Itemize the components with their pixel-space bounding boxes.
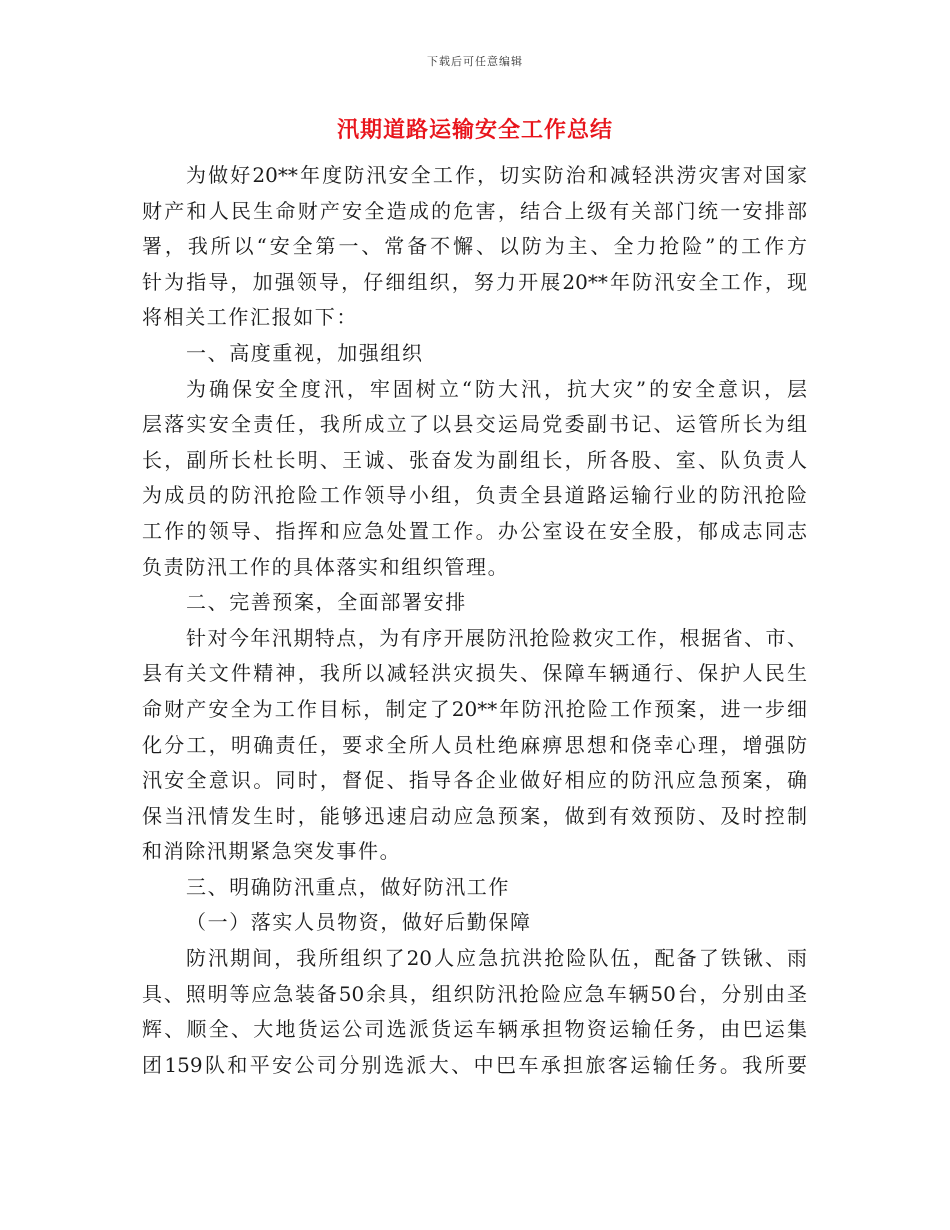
- body-line: 为确保安全度汛，牢固树立“防大汛，抗大灾”的安全意识，层: [186, 376, 807, 401]
- body-line: 署，我所以“安全第一、常备不懈、以防为主、全力抢险”的工作方: [142, 234, 807, 259]
- body-line: 保当汛情发生时，能够迅速启动应急预案，做到有效预防、及时控制: [142, 803, 807, 828]
- body-line: 团159队和平安公司分别选派大、中巴车承担旅客运输任务。我所要: [142, 1052, 807, 1077]
- document-body: [142, 158, 807, 1083]
- document-title: 汛期道路运输安全工作总结: [336, 117, 613, 143]
- body-line: 具、照明等应急装备50余具，组织防汛抢险应急车辆50台，分别由圣: [142, 981, 807, 1006]
- body-line: 防汛期间，我所组织了20人应急抗洪抢险队伍，配备了铁锹、雨: [186, 946, 807, 971]
- body-line: 将相关工作汇报如下：: [142, 305, 358, 330]
- body-line: 化分工，明确责任，要求全所人员杜绝麻痹思想和侥幸心理，增强防: [142, 732, 807, 757]
- body-line: 一、高度重视，加强组织: [186, 340, 424, 365]
- body-line: 针为指导，加强领导，仔细组织，努力开展20**年防汛安全工作，现: [142, 269, 807, 294]
- body-line: 为成员的防汛抢险工作领导小组，负责全县道路运输行业的防汛抢险: [142, 483, 807, 508]
- body-line: 辉、顺全、大地货运公司选派货运车辆承担物资运输任务，由巴运集: [142, 1017, 807, 1042]
- body-line: 和消除汛期紧急突发事件。: [142, 839, 402, 864]
- body-line: 二、完善预案，全面部署安排: [186, 590, 467, 615]
- page-header-note: 下载后可任意编辑: [427, 55, 523, 68]
- body-line: （一）落实人员物资，做好后勤保障: [186, 910, 532, 935]
- body-line: 三、明确防汛重点，做好防汛工作: [186, 874, 510, 899]
- body-line: 命财产安全为工作目标，制定了20**年防汛抢险工作预案，进一步细: [142, 696, 807, 721]
- body-line: 负责防汛工作的具体落实和组织管理。: [142, 554, 510, 579]
- body-line: 财产和人民生命财产安全造成的危害，结合上级有关部门统一安排部: [142, 198, 807, 223]
- body-line: 针对今年汛期特点，为有序开展防汛抢险救灾工作，根据省、市、: [186, 625, 807, 650]
- body-line: 县有关文件精神，我所以减轻洪灾损失、保障车辆通行、保护人民生: [142, 661, 807, 686]
- body-line: 工作的领导、指挥和应急处置工作。办公室设在安全股，郁成志同志: [142, 518, 807, 543]
- body-line: 为做好20**年度防汛安全工作，切实防治和减轻洪涝灾害对国家: [186, 163, 807, 187]
- body-line: 层落实安全责任，我所成立了以县交运局党委副书记、运管所长为组: [142, 412, 807, 437]
- body-line: 长，副所长杜长明、王诚、张奋发为副组长，所各股、室、队负责人: [142, 447, 807, 472]
- body-line: 汛安全意识。同时，督促、指导各企业做好相应的防汛应急预案，确: [142, 768, 807, 793]
